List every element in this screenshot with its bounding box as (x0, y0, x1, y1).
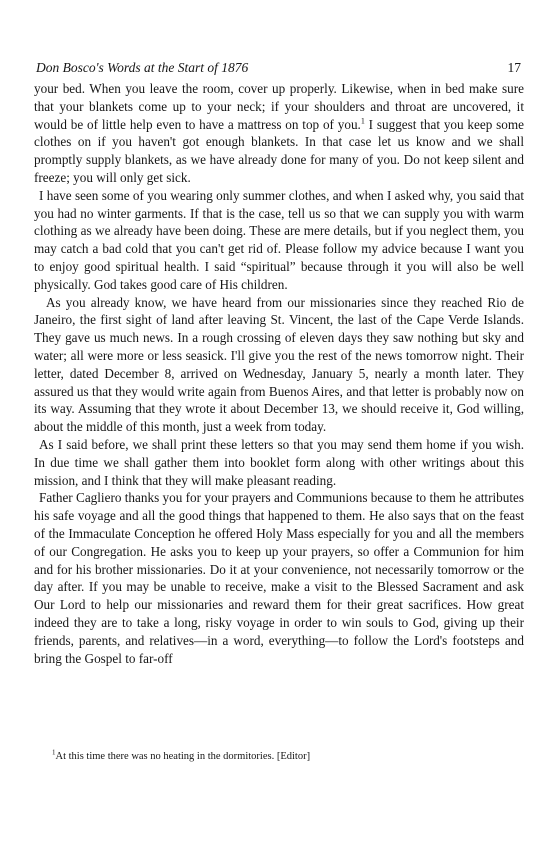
paragraph-1 (34, 80, 524, 187)
footnote-mark: 1 (52, 748, 56, 757)
body-text (34, 80, 524, 667)
paragraph-3: As you already know, we have heard from our missionaries since they reached Rio de Janeiro, the first sight of land after leaving St. Vincent, the last of the Cape Verde Islands. They gave us much news. In a rough crossing of eleven days they saw nothing but sky and water; all were more or less seasick. I'll give you the rest of the news tomorrow night. Their letter, dated December 8, arrived on Wednesday, January 5, nearly a month later. They assured us that they would write again from Buenos Aires, and that letter is probably now on its way. Assuming that they wrote it about December 13, we should receive it, God willing, about the middle of this month, just a week from today. (34, 294, 524, 435)
paragraph-2: I have seen some of you wearing only summer clothes, and when I asked why, you said that you had no winter garments. If that is the case, tell us so that we can supply you with warm clothing as we already have been doing. These are mere details, but if you neglect them, you may catch a bad cold that you can't get rid of. Please follow my advice because I want you to enjoy good spiritual health. I said “spiritual” because through it you will also be well physically. God takes good care of His children. (34, 187, 524, 292)
footnote-text: At this time there was no heating in the dormitories. [Editor] (55, 751, 311, 762)
paragraph-5: Father Cagliero thanks you for your prayers and Communions because to them he attributes his safe voyage and all the good things that happened to them. He also says that on the feast of the Immaculate Conception he offered Holy Mass especially for you and all the members of our Congregation. He asks you to keep up your prayers, so offer a Communion for him and for his brother missionaries. Do it at your convenience, not necessarily tomorrow or the day after. If you may be unable to receive, make a visit to the Blessed Sacrament and ask Our Lord to help our missionaries and reward them for their great sacrifices. How great indeed they are to take a long, risky voyage in order to win souls to God, giving up their friends, parents, and relatives—in a word, everything—to follow the Lord's footsteps and bring the Gospel to far-off (34, 490, 524, 666)
footnote-reference: 1 (360, 116, 365, 126)
running-title: Don Bosco's Words at the Start of 1876 (36, 60, 249, 75)
book-page (34, 60, 524, 762)
running-head (34, 60, 524, 80)
page-number: 17 (507, 60, 521, 75)
paragraph-1-text-a: your bed. When you leave the room, cover up properly. Likewise, when in bed make sure that your blankets come up to your neck; if your shoulders and throat are uncovered, it would be of little help even to have a mattress on top of you. (34, 81, 524, 132)
paragraph-1-text-b: I suggest that you keep some clothes on if you haven't got enough blankets. In that case let us know and we shall promptly supply blankets, as we have already done for many of you. Do not keep silent and freeze; you will only get sick. (34, 116, 524, 185)
footnote (52, 750, 522, 764)
paragraph-4: As I said before, we shall print these letters so that you may send them home if you wish. In due time we shall gather them into booklet form along with other writings about this mission, and I think that they will make pleasant reading. (34, 436, 524, 488)
